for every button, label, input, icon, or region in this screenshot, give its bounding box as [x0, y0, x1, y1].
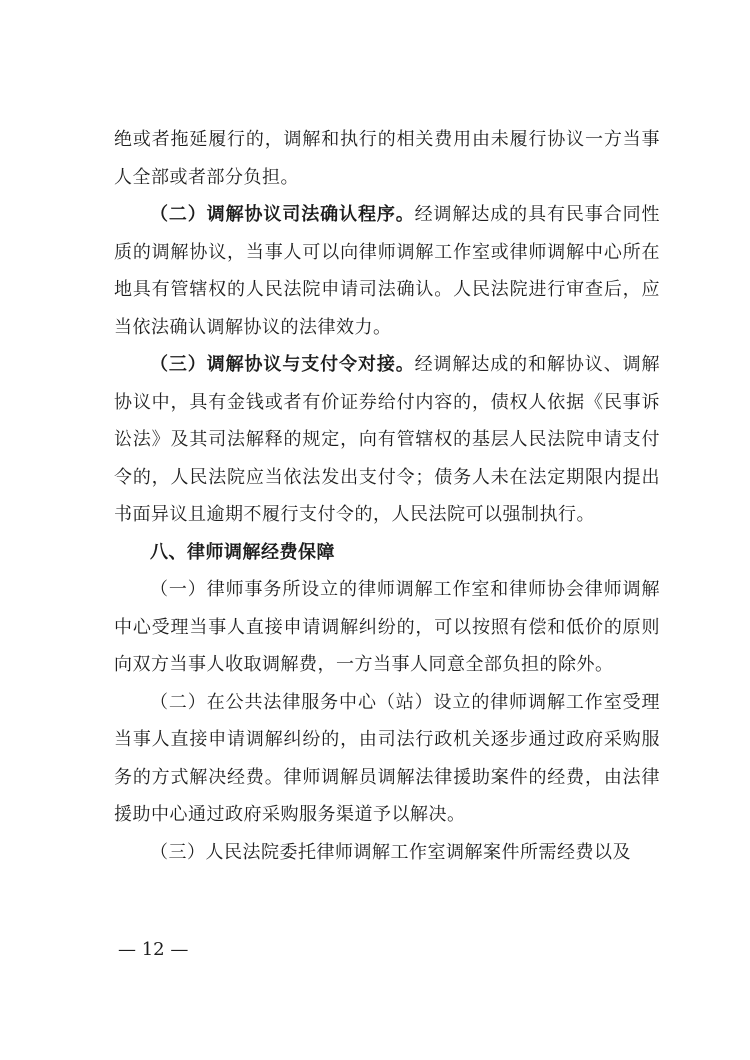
paragraph-lead: （二）调解协议司法确认程序。: [150, 204, 415, 225]
paragraph-judicial-confirmation: [114, 196, 660, 346]
section-heading: 八、律师调解经费保障: [150, 541, 335, 563]
paragraph-fees-2: （二）在公共法律服务中心（站）设立的律师调解工作室受理当事人直接申请调解纠纷的，由司法行政机关逐步通过政府采购服务的方式解决经费。律师调解员调解法律援助案件的经费，由法律援助中心通过政府采购服务渠道予以解决。: [114, 691, 660, 825]
paragraph-payment-order: [114, 346, 660, 534]
paragraph-text: 经调解达成的和解协议、调解协议中，具有金钱或者有价证券给付内容的，债权人依据《民事诉讼法》及其司法解释的规定，向有管辖权的基层人民法院申请支付令的，人民法院应当依法发出支付令；债务人未在法定期限内提出书面异议且逾期不履行支付令的，人民法院可以强制执行。: [114, 354, 661, 525]
body-text: [114, 121, 660, 871]
paragraph-continuation: [114, 121, 660, 196]
page-number: — 12 —: [118, 939, 189, 960]
paragraph-fees-1: （一）律师事务所设立的律师调解工作室和律师协会律师调解中心受理当事人直接申请调解纠纷的，可以按照有偿和低价的原则向双方当事人收取调解费，一方当事人同意全部负担的除外。: [114, 579, 660, 675]
paragraph-text: 经调解达成的具有民事合同性质的调解协议，当事人可以向律师调解工作室或律师调解中心所在地具有管辖权的人民法院申请司法确认。人民法院进行审查后，应当依法确认调解协议的法律效力。: [114, 204, 661, 338]
paragraph-fees-3: （三）人民法院委托律师调解工作室调解案件所需经费以及: [150, 841, 631, 863]
paragraph-lead: （三）调解协议与支付令对接。: [150, 354, 415, 375]
paragraph-text: 绝或者拖延履行的，调解和执行的相关费用由未履行协议一方当事人全部或者部分负担。: [114, 129, 660, 188]
